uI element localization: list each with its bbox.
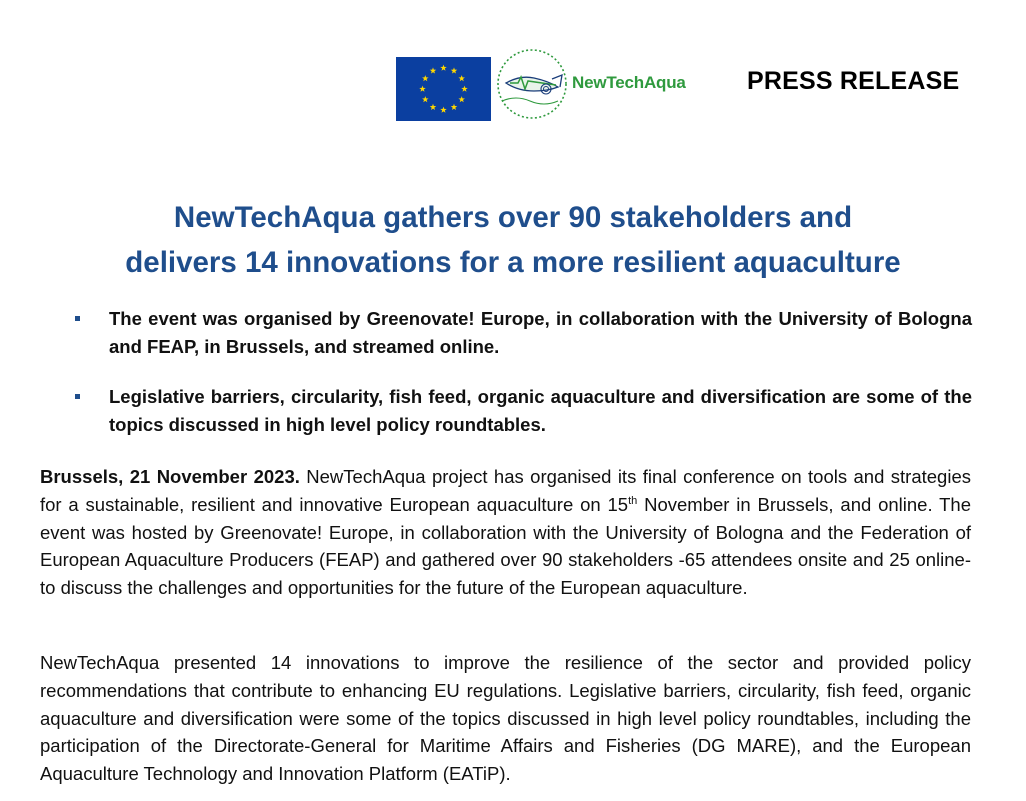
title-line-1: NewTechAqua gathers over 90 stakeholders and bbox=[173, 201, 853, 234]
page-title bbox=[30, 195, 996, 285]
press-release-label: PRESS RELEASE bbox=[747, 67, 960, 95]
superscript: th bbox=[628, 494, 638, 507]
list-item bbox=[72, 383, 972, 439]
paragraph-innovations: NewTechAqua presented 14 innovations to improve the resilience of the sector and provided policy recommendations that contribute to enhancing EU regulations. Legislative barriers, circularity, fish feed, organic aquaculture and diversification were some of the topics discussed in high level policy roundtables, including the participation of the Directorate-General for Maritime Affairs and Fisheries (DG MARE), and the European Aquaculture Technology and Innovation Platform (EATiP). bbox=[40, 652, 971, 785]
logo-wordmark: NewTechAqua bbox=[572, 73, 686, 92]
dateline: Brussels, 21 November 2023. bbox=[40, 466, 300, 487]
list-item bbox=[72, 305, 972, 361]
newtechaqua-logo bbox=[496, 45, 716, 123]
paragraph-text: November in Brussels, and online. The event was hosted by Greenovate! Europe, in collaboration with the University of Bologna and the Federation of European Aquaculture Producers (FEAP) and gathered over 90 stakeholders -65 attendees onsite and 25 online- to discuss the challenges and opportunities for the future of the European aquaculture. bbox=[40, 493, 971, 599]
paragraph-text: NewTechAqua project has organised its final conference on tools and strategies for a sustainable, resilient and innovative European aquaculture on 15 bbox=[40, 466, 971, 515]
highlights-list bbox=[72, 305, 972, 461]
bullet-text: Legislative barriers, circularity, fish feed, organic aquaculture and diversification are some of the topics discussed in high level policy roundtables. bbox=[109, 386, 972, 435]
paragraph-intro bbox=[40, 463, 971, 602]
bullet-square-icon bbox=[75, 316, 80, 321]
eu-flag-icon bbox=[396, 57, 491, 121]
bullet-square-icon bbox=[75, 394, 80, 399]
header bbox=[396, 45, 976, 123]
bullet-text: The event was organised by Greenovate! Europe, in collaboration with the University of Bologna and FEAP, in Brussels, and streamed online. bbox=[109, 308, 972, 357]
title-line-2: delivers 14 innovations for a more resilient aquaculture bbox=[125, 246, 901, 279]
